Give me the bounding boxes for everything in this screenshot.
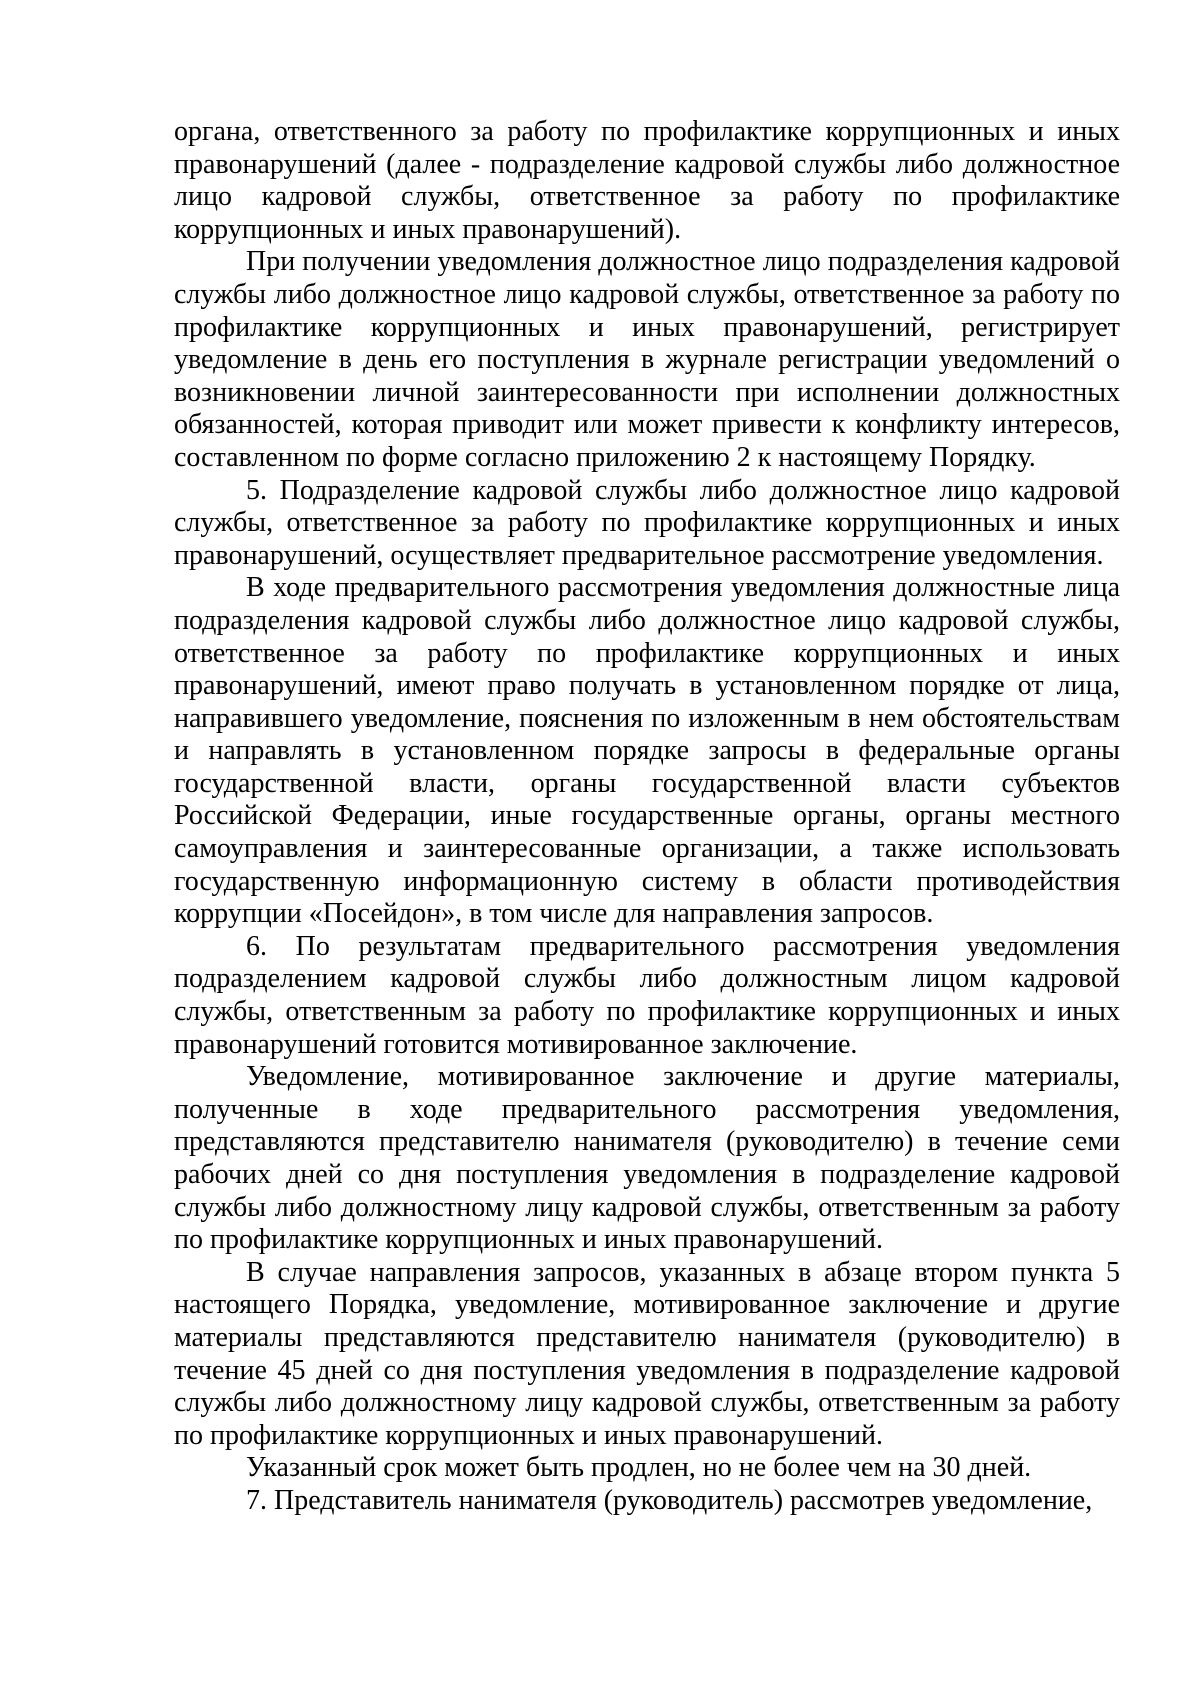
paragraph-continuation: органа, ответственного за работу по профилактике коррупционных и иных правонарушений (далее - подразделение кадровой службы либо должностное лицо кадровой службы, ответственное за работу по профилактике коррупционных и иных правонарушений). xyxy=(174,116,1120,245)
paragraph-registration: При получении уведомления должностное лицо подразделения кадровой службы либо должностное лицо кадровой службы, ответственное за работу по профилактике коррупционных и иных правонарушений, регистрирует уведомление в день его поступления в журнале регистрации уведомлений о возникновении личной заинтересованности при исполнении должностных обязанностей, которая приводит или может привести к конфликту интересов, составленном по форме согласно приложению 2 к настоящему Порядку. xyxy=(174,246,1120,473)
paragraph-item-6: 6. По результатам предварительного рассмотрения уведомления подразделением кадровой службы либо должностным лицом кадровой службы, ответственным за работу по профилактике коррупционных и иных правонарушений готовится мотивированное заключение. xyxy=(174,930,1120,1060)
paragraph-item-7: 7. Представитель нанимателя (руководитель) рассмотрев уведомление, xyxy=(246,1484,1093,1516)
document-body xyxy=(174,116,1120,1518)
paragraph-preliminary-review: В ходе предварительного рассмотрения уведомления должностные лица подразделения кадровой службы либо должностное лицо кадровой службы, ответственное за работу по профилактике коррупционных и иных правонарушений, имеют право получать в установленном порядке от лица, направившего уведомление, пояснения по изложенным в нем обстоятельствам и направлять в установленном порядке запросы в федеральные органы государственной власти, органы государственной власти субъектов Российской Федерации, иные государственные органы, органы местного самоуправления и заинтересованные организации, а также использовать государственную информационную систему в области противодействия коррупции «Посейдон», в том числе для направления запросов. xyxy=(174,572,1120,930)
paragraph-item-5: 5. Подразделение кадровой службы либо должностное лицо кадровой службы, ответственное за работу по профилактике коррупционных и иных правонарушений, осуществляет предварительное рассмотрение уведомления. xyxy=(174,474,1120,571)
paragraph-submission: Уведомление, мотивированное заключение и другие материалы, полученные в ходе предварительного рассмотрения уведомления, представляются представителю нанимателя (руководителю) в течение семи рабочих дней со дня поступления уведомления в подразделение кадровой службы либо должностному лицу кадровой службы, ответственным за работу по профилактике коррупционных и иных правонарушений. xyxy=(174,1061,1120,1256)
paragraph-extension: Указанный срок может быть продлен, но не более чем на 30 дней. xyxy=(246,1452,1032,1484)
paragraph-requests-case: В случае направления запросов, указанных в абзаце втором пункта 5 настоящего Порядка, уведомление, мотивированное заключение и другие материалы представляются представителю нанимателя (руководителю) в течение 45 дней со дня поступления уведомления в подразделение кадровой службы либо должностному лицу кадровой службы, ответственным за работу по профилактике коррупционных и иных правонарушений. xyxy=(174,1256,1120,1451)
